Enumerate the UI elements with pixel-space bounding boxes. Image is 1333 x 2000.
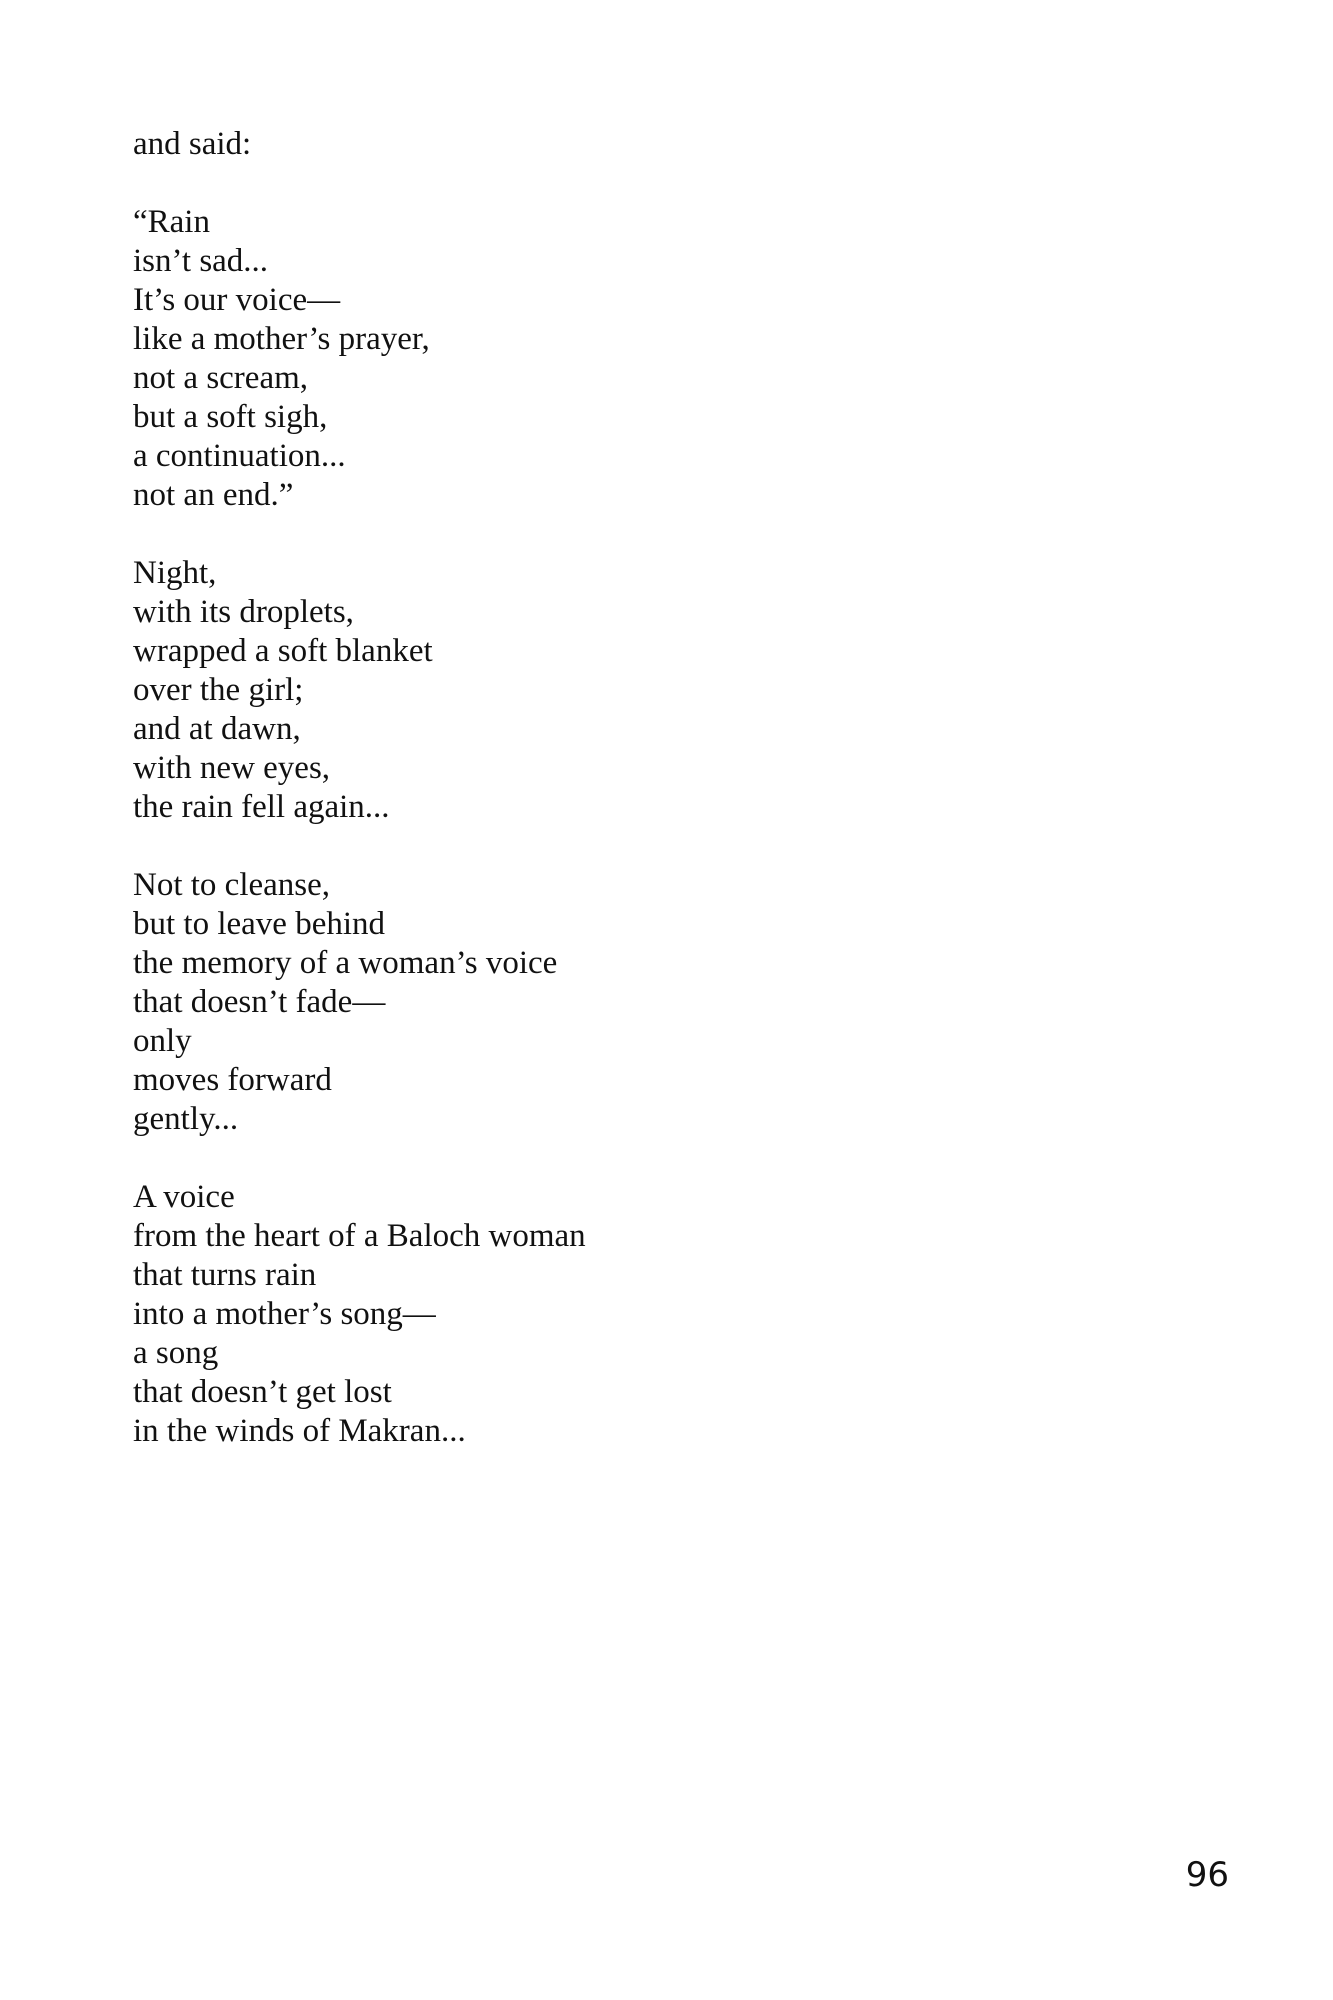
poem-line: that turns rain xyxy=(133,1257,317,1293)
poem-line: only xyxy=(133,1023,192,1059)
poem-line: wrapped a soft blanket xyxy=(133,633,433,669)
stanza-2 xyxy=(133,203,1133,515)
poem-line: and said: xyxy=(133,126,252,162)
poem-line: and at dawn, xyxy=(133,711,301,747)
poem-line: over the girl; xyxy=(133,672,304,708)
poem-line: “Rain xyxy=(133,204,210,240)
poem-line: a song xyxy=(133,1335,219,1371)
poem-line: like a mother’s prayer, xyxy=(133,321,430,357)
poem-line: but a soft sigh, xyxy=(133,399,328,435)
poem-line: with new eyes, xyxy=(133,750,331,786)
poem-line: from the heart of a Baloch woman xyxy=(133,1218,586,1254)
stanza-4 xyxy=(133,866,1133,1139)
poem-line: that doesn’t get lost xyxy=(133,1374,392,1410)
poem-line: not an end.” xyxy=(133,477,294,513)
stanza-5 xyxy=(133,1178,1133,1451)
stanza-1 xyxy=(133,125,1133,164)
poem-line: a continuation... xyxy=(133,438,346,474)
poem-line: into a mother’s song— xyxy=(133,1296,436,1332)
poem-line: in the winds of Makran... xyxy=(133,1413,466,1449)
poem-line: that doesn’t fade— xyxy=(133,984,386,1020)
poem-line: the memory of a woman’s voice xyxy=(133,945,558,981)
poem-line: gently... xyxy=(133,1101,239,1137)
poem-line: It’s our voice— xyxy=(133,282,341,318)
poem-line: not a scream, xyxy=(133,360,309,396)
poem-line: isn’t sad... xyxy=(133,243,269,279)
poem-line: but to leave behind xyxy=(133,906,386,942)
poem-line: with its droplets, xyxy=(133,594,354,630)
poem-line: A voice xyxy=(133,1179,235,1215)
stanza-3 xyxy=(133,554,1133,827)
page-number: 96 xyxy=(1185,1855,1229,1895)
poem-line: Night, xyxy=(133,555,217,591)
poem-line: moves forward xyxy=(133,1062,332,1098)
poem-line: Not to cleanse, xyxy=(133,867,331,903)
poem-text xyxy=(133,125,1133,1490)
poem-line: the rain fell again... xyxy=(133,789,390,825)
